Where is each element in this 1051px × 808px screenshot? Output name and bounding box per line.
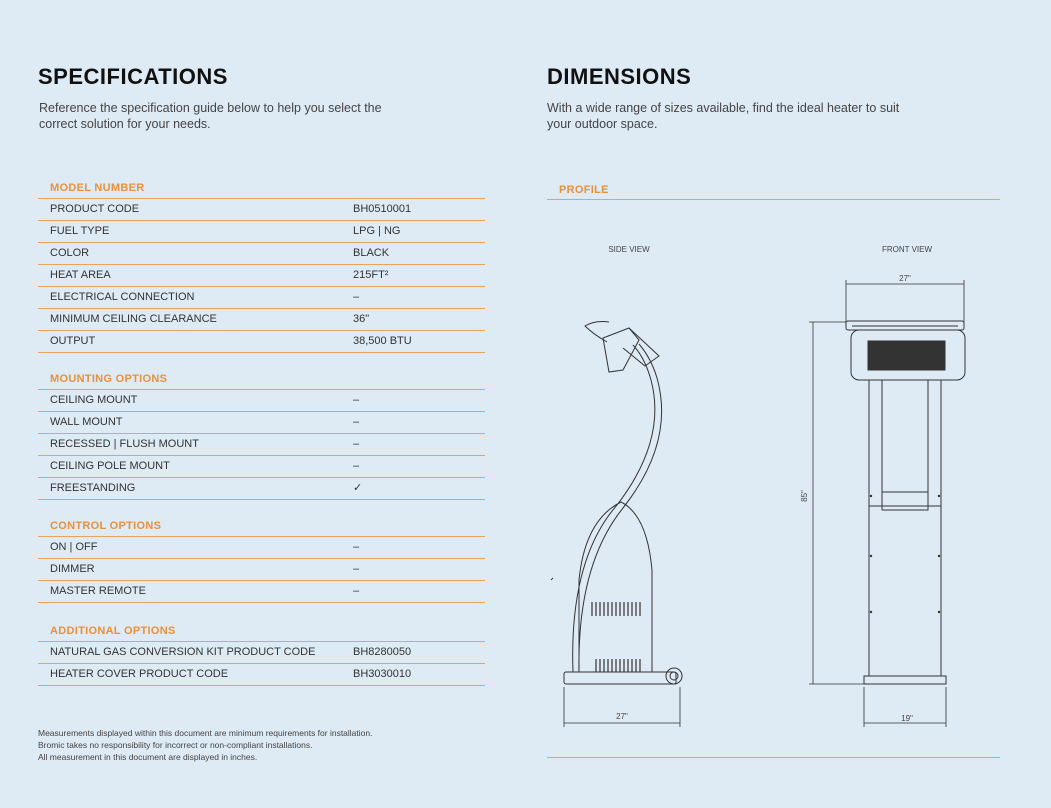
footnote-line: Bromic takes no responsibility for incorrect or non-compliant installations. <box>38 740 313 750</box>
spec-value: BH0510001 <box>353 203 412 215</box>
spec-row <box>38 265 485 287</box>
spec-label: ELECTRICAL CONNECTION <box>50 291 195 303</box>
front-view-label: FRONT VIEW <box>881 245 933 254</box>
spec-row <box>38 287 485 309</box>
intro-line-1: With a wide range of sizes available, find the ideal heater to suit <box>547 101 900 115</box>
spec-value: 38,500 BTU <box>353 335 412 347</box>
spec-value: – <box>353 585 360 597</box>
spec-label: NATURAL GAS CONVERSION KIT PRODUCT CODE <box>50 646 316 658</box>
spec-label: ON | OFF <box>50 541 98 553</box>
section-gap <box>38 603 485 621</box>
spec-row <box>38 581 485 603</box>
front-width-label: 27" <box>899 274 911 283</box>
spec-label: MASTER REMOTE <box>50 585 146 597</box>
spec-row <box>38 537 485 559</box>
specifications-title: SPECIFICATIONS <box>38 64 228 89</box>
profile-label: PROFILE <box>559 184 609 196</box>
front-base-label: 19" <box>901 714 913 723</box>
side-view-drawing <box>551 322 682 685</box>
spec-row <box>38 456 485 478</box>
spec-value: ✓ <box>353 482 363 494</box>
profile-header <box>547 180 1000 200</box>
dimensions-intro <box>547 100 937 132</box>
section-title: ADDITIONAL OPTIONS <box>38 621 485 642</box>
side-view-label: SIDE VIEW <box>608 245 650 254</box>
spec-row <box>38 478 485 500</box>
section-title: MODEL NUMBER <box>38 178 485 199</box>
side-width-label: 27" <box>616 712 628 721</box>
spec-value: – <box>353 416 360 428</box>
section-gap <box>38 500 485 516</box>
spec-value: 215FT² <box>353 269 389 281</box>
spec-label: HEAT AREA <box>50 269 111 281</box>
spec-value: – <box>353 438 360 450</box>
spec-label: FUEL TYPE <box>50 225 110 237</box>
front-height-label: 85" <box>800 490 809 502</box>
intro-line-2: correct solution for your needs. <box>39 117 211 131</box>
front-screws <box>870 495 940 613</box>
spec-row <box>38 199 485 221</box>
spec-row <box>38 664 485 686</box>
spec-label: OUTPUT <box>50 335 96 347</box>
spec-label: COLOR <box>50 247 90 259</box>
front-view-drawing <box>846 321 965 684</box>
dimensions-title: DIMENSIONS <box>547 64 692 89</box>
front-height-dimension <box>809 322 864 684</box>
spec-value: – <box>353 460 360 472</box>
spec-row <box>38 642 485 664</box>
specification-table <box>38 178 485 686</box>
spec-label: DIMMER <box>50 563 95 575</box>
section-gap <box>38 353 485 369</box>
spec-value: – <box>353 541 360 553</box>
spec-value: – <box>353 563 360 575</box>
dimension-diagram <box>547 230 1000 740</box>
spec-label: HEATER COVER PRODUCT CODE <box>50 668 229 680</box>
spec-value: 36" <box>353 313 370 325</box>
specifications-intro <box>39 100 429 132</box>
front-width-dimension <box>846 280 964 322</box>
section-title: CONTROL OPTIONS <box>38 516 485 537</box>
spec-value: BH3030010 <box>353 668 412 680</box>
spec-label: PRODUCT CODE <box>50 203 140 215</box>
spec-value: – <box>353 291 360 303</box>
spec-value: – <box>353 394 360 406</box>
intro-line-1: Reference the specification guide below to help you select the <box>39 101 382 115</box>
spec-row <box>38 434 485 456</box>
spec-label: RECESSED | FLUSH MOUNT <box>50 438 199 450</box>
spec-row <box>38 412 485 434</box>
section-title: MOUNTING OPTIONS <box>38 369 485 390</box>
spec-row <box>38 331 485 353</box>
spec-row <box>38 309 485 331</box>
spec-row <box>38 559 485 581</box>
intro-line-2: your outdoor space. <box>547 117 658 131</box>
footnote-line: All measurement in this document are displayed in inches. <box>38 752 258 762</box>
spec-value: LPG | NG <box>353 225 401 237</box>
spec-row <box>38 221 485 243</box>
spec-value: BH8280050 <box>353 646 412 658</box>
spec-label: FREESTANDING <box>50 482 136 494</box>
spec-value: BLACK <box>353 247 390 259</box>
footnote-line: Measurements displayed within this document are minimum requirements for installation. <box>38 728 373 738</box>
spec-row <box>38 390 485 412</box>
spec-label: MINIMUM CEILING CLEARANCE <box>50 313 217 325</box>
spec-row <box>38 243 485 265</box>
bottom-rule <box>547 757 1000 758</box>
footnote <box>38 727 478 763</box>
spec-label: WALL MOUNT <box>50 416 123 428</box>
spec-label: CEILING POLE MOUNT <box>50 460 170 472</box>
spec-label: CEILING MOUNT <box>50 394 138 406</box>
side-width-dimension <box>564 687 680 727</box>
